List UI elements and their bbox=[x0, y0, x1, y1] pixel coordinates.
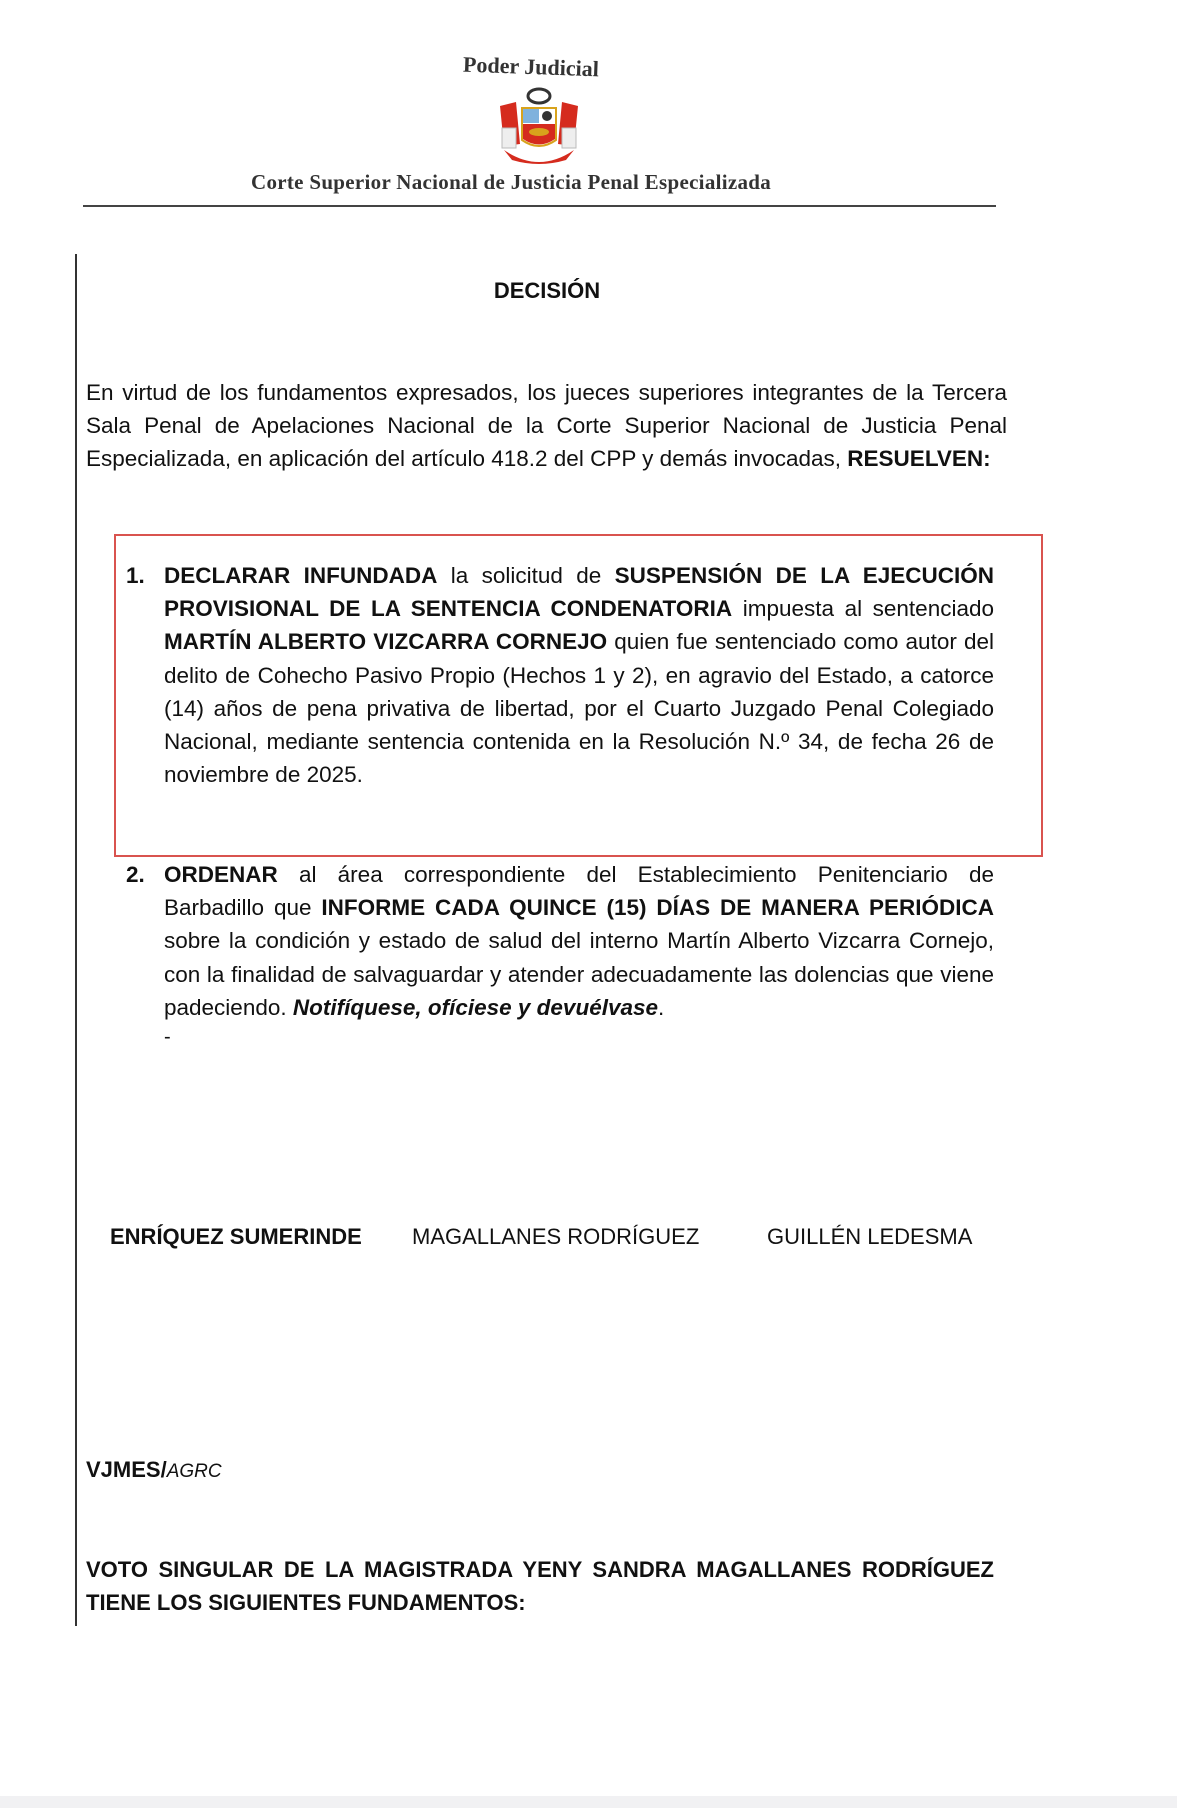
bottom-bar bbox=[0, 1796, 1177, 1808]
intro-paragraph bbox=[86, 376, 1007, 476]
bold-italic-text: Notifíquese, ofíciese y devuélvase bbox=[292, 994, 659, 1020]
text: al área correspondiente del Establecimiento Penitenciario de Barbadillo que bbox=[164, 862, 994, 921]
header-divider bbox=[83, 205, 996, 207]
text: . bbox=[658, 994, 665, 1020]
margin-line bbox=[75, 254, 77, 1626]
item-number: 2. bbox=[126, 862, 145, 887]
resolution-item-2 bbox=[126, 858, 994, 1024]
bold-text: INFORME CADA QUINCE (15) DÍAS DE MANERA PERIÓDICA bbox=[321, 895, 994, 921]
initials-bold: VJMES/ bbox=[86, 1457, 167, 1482]
institution-name: Poder Judicial bbox=[462, 51, 600, 82]
resolution-item-1 bbox=[126, 559, 994, 791]
section-title: DECISIÓN bbox=[493, 278, 601, 303]
text: impuesta al sentenciado bbox=[732, 596, 994, 622]
resuelven: RESUELVEN: bbox=[847, 446, 991, 472]
text: quien fue sentenciado como autor del delito de Cohecho Pasivo Propio (Hechos 1 y 2), en agravio del Estado, a catorce (14) años de pena privativa de libertad, por el Cuarto Juzgado Penal Colegiado Nacional, mediante sentencia contenida en la Resolución N.º 34, de fecha 26 de noviembre de 2025. bbox=[164, 629, 994, 788]
text: la solicitud de bbox=[437, 563, 615, 588]
text: sobre la condición y estado de salud del interno Martín Alberto Vizcarra Cornejo, con la finalidad de salvaguardar y atender adecuadamente las dolencias que viene padeciendo. bbox=[164, 928, 994, 1020]
court-name: Corte Superior Nacional de Justicia Penal Especializada bbox=[251, 170, 772, 194]
peru-coat-of-arms-logo bbox=[494, 84, 584, 175]
initials-small: AGRC bbox=[166, 1461, 222, 1482]
signature-judge-1: ENRÍQUEZ SUMERINDE bbox=[110, 1224, 362, 1249]
dash: - bbox=[164, 1026, 171, 1048]
bold-text: MARTÍN ALBERTO VIZCARRA CORNEJO bbox=[164, 629, 608, 655]
signature-judge-2: MAGALLANES RODRÍGUEZ bbox=[412, 1224, 700, 1249]
intro-text: En virtud de los fundamentos expresados, los jueces superiores integrantes de la Tercera Sala Penal de Apelaciones Nacional de la Corte Superior Nacional de Justicia Penal Especializada, en aplicación del artículo 418.2 del CPP y demás invocadas, bbox=[86, 380, 1007, 472]
voto-singular-heading: VOTO SINGULAR DE LA MAGISTRADA YENY SANDRA MAGALLANES RODRÍGUEZ TIENE LOS SIGUIENTES FUNDAMENTOS: bbox=[86, 1557, 994, 1615]
signature-judge-3: GUILLÉN LEDESMA bbox=[767, 1224, 973, 1249]
reference-initials bbox=[86, 1457, 222, 1483]
bold-text: SUSPENSIÓN DE LA EJECUCIÓN PROVISIONAL DE LA SENTENCIA CONDENATORIA bbox=[164, 563, 995, 622]
bold-text: DECLARAR INFUNDADA bbox=[164, 563, 438, 588]
bold-text: ORDENAR bbox=[164, 862, 278, 887]
item-number: 1. bbox=[126, 563, 145, 588]
